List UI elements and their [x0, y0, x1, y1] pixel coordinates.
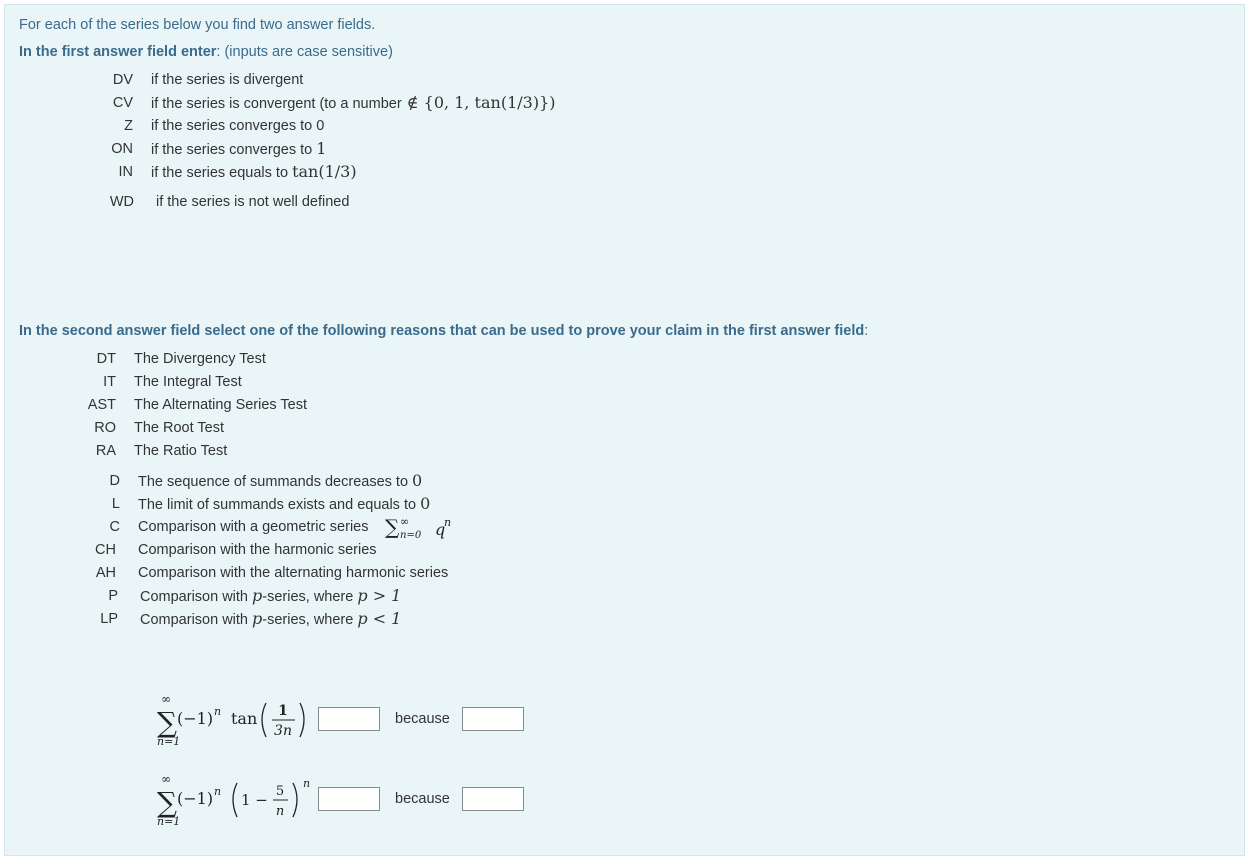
desc-p-var: p: [252, 586, 263, 605]
series-2-sign: (−1): [177, 789, 214, 808]
desc-in: [151, 162, 357, 181]
code-p: P: [108, 588, 118, 604]
series-1-left-paren: [262, 703, 266, 737]
desc-p-cond: p > 1: [357, 586, 402, 605]
desc-ch: Comparison with the harmonic series: [138, 542, 377, 558]
series-2-outer-exp: n: [303, 777, 311, 790]
code-on: ON: [111, 141, 133, 157]
desc-lp-a: Comparison with: [140, 612, 253, 628]
code-ah: AH: [95, 565, 116, 581]
code-in: IN: [118, 164, 133, 180]
desc-on-math: 1: [316, 139, 327, 158]
series-2-lower: n=1: [157, 815, 181, 827]
series-2-sign-exp: n: [214, 785, 222, 798]
desc-lp-cond: p < 1: [357, 609, 402, 628]
code-l: L: [111, 496, 120, 512]
series-1-func: tan: [231, 709, 258, 728]
series-1-formula: [155, 691, 315, 747]
desc-lp: [140, 609, 401, 628]
desc-c: [138, 519, 368, 535]
series-1-reason-input[interactable]: [462, 707, 524, 731]
first-field-lead: In the first answer field enter: [19, 44, 217, 60]
desc-in-math: tan(1/3): [292, 162, 357, 181]
desc-ra: The Ratio Test: [134, 443, 228, 459]
desc-z: if the series converges to 0: [151, 118, 325, 134]
code-ra: RA: [95, 443, 116, 459]
desc-ro: The Root Test: [134, 420, 225, 436]
desc-on-text: if the series converges to: [151, 142, 317, 158]
series-1-lower: n=1: [157, 735, 181, 747]
series-2-because-label: because: [395, 791, 450, 807]
desc-wd: if the series is not well defined: [156, 194, 350, 210]
question-panel: [4, 4, 1245, 856]
series-2-left-paren: [233, 783, 237, 817]
desc-dt: The Divergency Test: [134, 351, 266, 367]
geometric-exp: n: [444, 516, 452, 529]
series-2-sigma: ∑: [157, 786, 177, 819]
series-2-right-paren: [293, 783, 297, 817]
code-ro: RO: [94, 420, 116, 436]
first-field-note: (inputs are case sensitive): [220, 44, 393, 60]
geometric-lower: n=0: [400, 530, 422, 541]
code-dv: DV: [112, 72, 133, 88]
code-ch: CH: [95, 542, 116, 558]
desc-p-a: Comparison with: [140, 589, 253, 605]
desc-in-text: if the series equals to: [151, 165, 293, 181]
series-1-answer-input[interactable]: [318, 707, 380, 731]
desc-dv: if the series is divergent: [151, 72, 304, 88]
code-cv: CV: [112, 95, 133, 111]
series-1-because-label: because: [395, 711, 450, 727]
desc-d-math: 0: [412, 471, 423, 490]
series-1-sigma: ∑: [157, 706, 177, 739]
geometric-sigma: ∑: [385, 515, 400, 539]
code-d: D: [109, 473, 120, 489]
desc-d-text: The sequence of summands decreases to: [138, 474, 413, 490]
desc-p-b: -series, where: [262, 589, 358, 605]
series-2-frac-num: 5: [275, 784, 285, 799]
series-2-answer-input[interactable]: [318, 787, 380, 811]
series-2-reason-input[interactable]: [462, 787, 524, 811]
desc-l-text: The limit of summands exists and equals to: [138, 497, 421, 513]
second-field-lead: In the second answer field select one of the following reasons that can be used to prove your claim in the first answer field: [19, 323, 865, 339]
geometric-upper: ∞: [400, 515, 410, 528]
desc-cv: [151, 93, 555, 112]
intro-text: For each of the series below you find two answer fields.: [19, 17, 376, 33]
series-1-frac-num: 1: [278, 703, 288, 719]
series-1-frac-den: 3n: [274, 723, 292, 739]
code-lp: LP: [100, 611, 118, 627]
series-1-upper: ∞: [161, 692, 171, 706]
geometric-series-formula: [385, 511, 465, 541]
desc-ast: The Alternating Series Test: [134, 397, 308, 413]
desc-p: [140, 586, 401, 605]
desc-cv-math: ∉ {0, 1, tan(1/3)}): [401, 93, 556, 112]
desc-it: The Integral Test: [134, 374, 242, 390]
desc-d: [138, 471, 422, 490]
desc-on: [151, 139, 326, 158]
series-1-sign-exp: n: [214, 705, 222, 718]
series-1-sign: (−1): [177, 709, 214, 728]
series-2-formula: [155, 771, 315, 827]
code-ast: AST: [87, 397, 116, 413]
desc-cv-text: if the series is convergent (to a number: [151, 96, 402, 112]
second-field-colon: :: [864, 323, 869, 339]
code-c: C: [109, 519, 120, 535]
second-field-instruction: [19, 323, 868, 339]
desc-lp-b: -series, where: [262, 612, 358, 628]
desc-ah: Comparison with the alternating harmonic series: [138, 565, 449, 581]
series-2-upper: ∞: [161, 772, 171, 786]
series-2-one-minus: 1 −: [241, 791, 268, 809]
series-1-right-paren: [300, 703, 304, 737]
code-dt: DT: [96, 351, 116, 367]
first-field-colon: :: [216, 44, 221, 60]
code-z: Z: [124, 118, 133, 134]
desc-c-text: Comparison with a geometric series: [138, 519, 369, 535]
geometric-term: q: [435, 520, 446, 539]
code-it: IT: [103, 374, 116, 390]
desc-l-math: 0: [420, 494, 431, 513]
series-2-frac-den: n: [275, 804, 285, 819]
code-wd: WD: [109, 194, 134, 210]
first-field-instruction: [19, 44, 393, 60]
desc-lp-var: p: [252, 609, 263, 628]
